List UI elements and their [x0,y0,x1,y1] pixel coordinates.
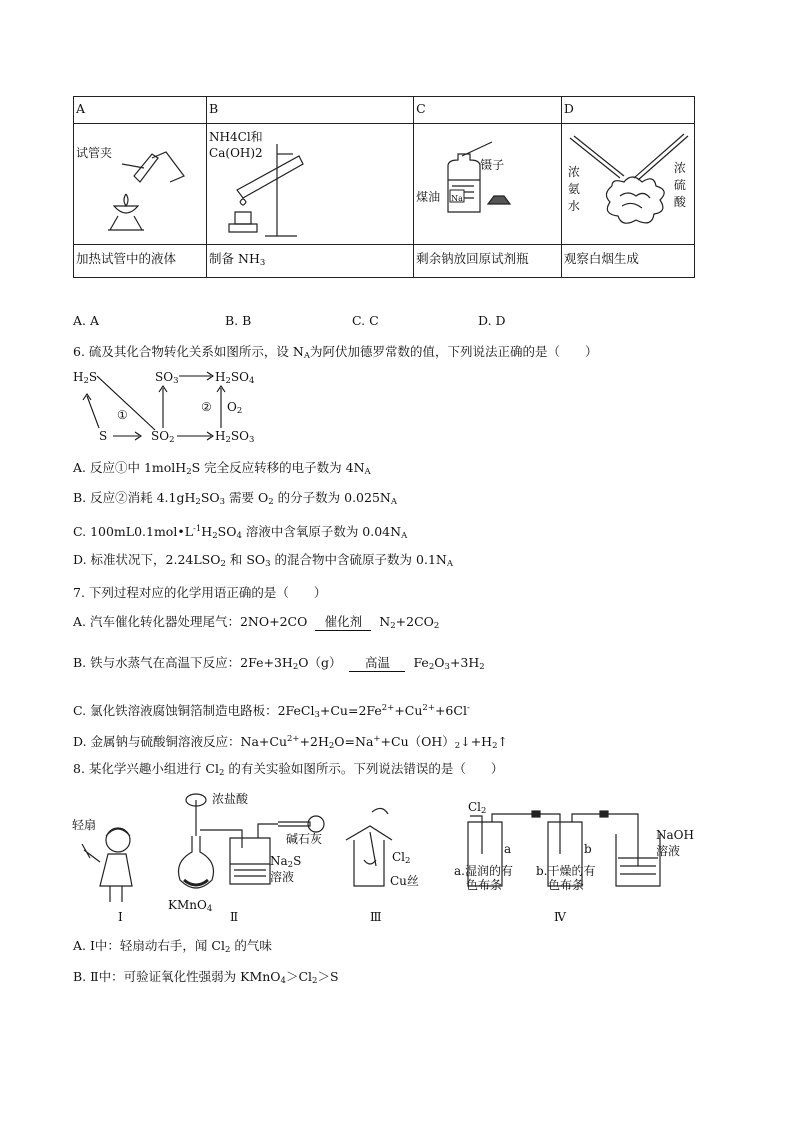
q7-option-b[interactable]: B. 铁与水蒸气在高温下反应：$2Fe+3H_2O(g)$ 高温 $Fe_2O_3+3H_2$ [73,655,485,672]
sulfur-conversion-diagram [73,366,273,446]
figure-a-heating [74,124,207,245]
figure-label-4: Ⅳ [554,910,566,924]
q8-figure [70,786,700,926]
reaction-2-label: ② [201,400,212,414]
so2-label: $SO_2$ [151,429,175,445]
heating-tube-illustration [74,124,204,244]
conc-sulfuric-label: 浓 硫 酸 [673,161,686,209]
smoke-illustration [562,124,692,244]
o2-label: $O_2$ [227,400,243,416]
caption-c: 剩余钠放回原试剂瓶 [414,245,562,278]
q7-stem: 7. 下列过程对应的化学用语正确的是（ ） [73,585,327,600]
header-c: C [414,97,562,124]
dry-cloth-label: b.干燥的有 色布条 [536,864,596,892]
fan-label: 轻扇 [72,818,97,832]
h2so3-label: $H_2SO_3$ [215,429,255,445]
caption-a: 加热试管中的液体 [74,245,207,278]
naoh-label: NaOH [656,828,694,842]
naoh-solution-label: 溶液 [656,844,681,858]
clamp-label: 试管夹 [76,146,113,160]
q7-option-a[interactable]: A. 汽车催化转化器处理尾气：2NO+2CO 催化剂 $N_2+2CO_2$ [73,614,440,631]
s-label: S [99,429,108,443]
q6-stem: 6. 硫及其化合物转化关系如图所示，设 $N_A$为阿伏加德罗常数的值，下列说法正确的是（ ） [73,344,598,361]
figure-label-3: Ⅲ [370,910,382,924]
cl2-jar-label: $Cl_2$ [392,850,411,866]
soda-lime-label: 碱石灰 [286,832,323,846]
wet-cloth-label: a.湿润的有 色布条 [454,864,513,892]
reaction-1-label: ① [117,408,128,422]
header-b: B [207,97,414,124]
q7-option-d[interactable]: D. 金属钠与硫酸铜溶液反应：$Na+Cu^{2+}+2H_2O=Na^++Cu(OH)_2↓+H_2↑$ [73,734,508,751]
q5-option-d[interactable]: D. D [478,313,506,328]
q5-option-a[interactable]: A. A [73,313,100,328]
q6-option-b[interactable]: B. 反应②消耗 $4.1gH_2SO_3$ 需要 $O_2$ 的分子数为 $0.025N_A$ [73,490,397,507]
chlorine-apparatus-illustration [70,786,700,926]
sodium-bottle-illustration [414,124,559,244]
experiment-table [73,96,695,278]
kerosene-label: 煤油 [416,190,441,204]
header-d: D [561,97,694,124]
b-label: b [584,842,592,856]
figure-c-sodium [414,124,562,245]
q6-option-c[interactable]: C. $100mL0.1mol•L^{-1}H_2SO_4$ 溶液中含氧原子数为 $0.04N_A$ [73,524,408,541]
q6-option-d[interactable]: D. 标准状况下，$2.24LSO_2$ 和 $SO_3$ 的混合物中含硫原子数为 $0.1N_A$ [73,552,453,569]
cu-wire-label: Cu丝 [390,874,419,888]
reagent-label-1: NH4Cl和 [209,130,263,144]
kmno4-label: KMnO$_4$ [168,898,213,914]
q8-option-b[interactable]: B. Ⅱ中：可验证氧化性强弱为 $KMnO_4>Cl_2>S$ [73,969,339,986]
hcl-label: 浓盐酸 [212,792,249,806]
sodium-label: Na [451,194,463,203]
nh3-apparatus-illustration [207,124,412,244]
q8-option-a[interactable]: A. Ⅰ中：轻扇动右手，闻 $Cl_2$ 的气味 [73,938,272,955]
cl2-inlet-label: $Cl_2$ [468,800,487,816]
tweezers-label: 镊子 [480,158,505,172]
na2s-label: $Na_2S$ [270,854,302,870]
h2s-label: $H_2S$ [73,370,98,386]
figure-d-white-smoke [561,124,694,245]
high-temp-condition: 高温 [349,656,405,672]
na2s-solution-label: 溶液 [270,870,295,884]
figure-b-nh3 [207,124,414,245]
reagent-label-2: Ca(OH)2 [209,146,263,160]
caption-b: 制备 $NH_3$ [207,245,414,278]
h2so4-label: $H_2SO_4$ [215,370,255,386]
catalyst-condition: 催化剂 [315,615,371,631]
header-a: A [74,97,207,124]
caption-d: 观察白烟生成 [561,245,694,278]
so3-label: $SO_3$ [155,370,179,386]
q6-option-a[interactable]: A. 反应①中 1molH$_2$S 完全反应转移的电子数为 $4N_A$ [73,460,371,477]
figure-label-2: Ⅱ [230,910,239,924]
q5-option-b[interactable]: B. B [225,313,252,328]
conc-ammonia-label: 浓 氨 水 [567,165,580,213]
figure-label-1: Ⅰ [118,910,123,924]
q5-option-c[interactable]: C. C [352,313,379,328]
a-label: a [504,842,512,856]
q8-stem: 8. 某化学兴趣小组进行 $Cl_2$ 的有关实验如图所示。下列说法错误的是（ ） [73,761,504,778]
q7-option-c[interactable]: C. 氯化铁溶液腐蚀铜箔制造电路板：$2FeCl_3+Cu=2Fe^{2+}+Cu^{2+}+6Cl^-$ [73,703,470,720]
